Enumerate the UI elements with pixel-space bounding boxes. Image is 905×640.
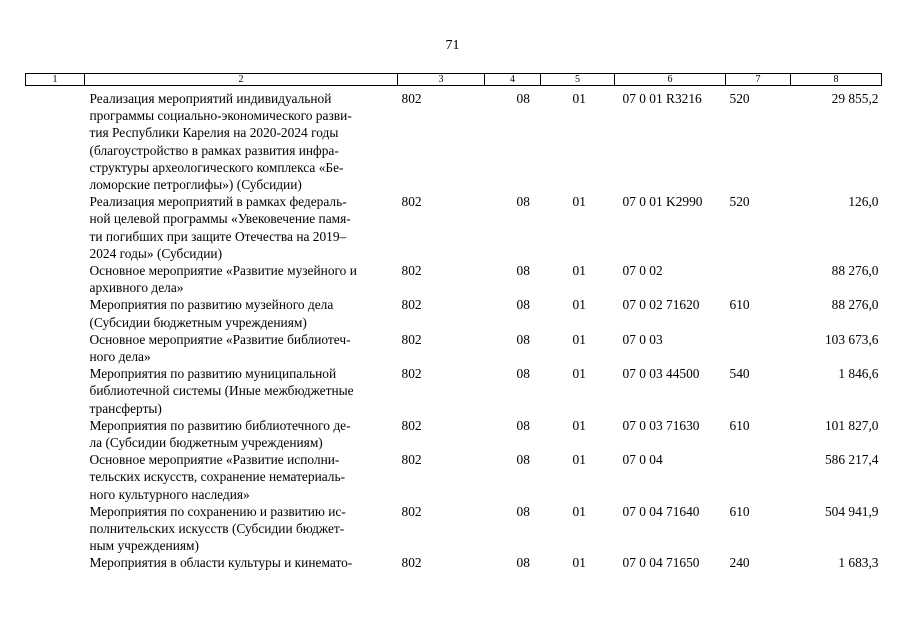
item-name-cell [85, 296, 398, 330]
row-number-cell [26, 262, 85, 296]
ministry-code-cell: 802 [401, 331, 422, 347]
row-number-cell [26, 331, 85, 365]
row-number-cell [26, 296, 85, 330]
amount-cell: 1 846,6 [838, 366, 879, 382]
item-name-line: (благоустройство в рамках развития инфра- [89, 142, 339, 158]
item-name-line: структуры археологического комплекса «Бе- [89, 159, 344, 175]
item-name-cell [85, 554, 398, 571]
subsection-code-cell: 01 [572, 452, 586, 468]
column-number-6: 6 [615, 74, 726, 86]
table-row [26, 503, 882, 555]
column-number-2: 2 [85, 74, 398, 86]
item-name-cell [85, 365, 398, 417]
ministry-code-cell: 802 [401, 555, 422, 571]
expense-type-cell: 520 [729, 91, 750, 106]
column-number-4: 4 [485, 74, 541, 86]
table-row [26, 451, 882, 503]
item-name-line: ти погибших при защите Отечества на 2019– [89, 228, 347, 244]
table-row [26, 365, 882, 417]
section-code-cell: 08 [516, 555, 530, 571]
item-name-cell [85, 451, 398, 503]
section-code-cell: 08 [516, 263, 530, 279]
item-name-line: (Субсидии бюджетным учреждениям) [89, 314, 307, 330]
table-row [26, 554, 882, 571]
target-item-code-cell: 07 0 01 K2990 [622, 194, 703, 210]
item-name-cell [85, 262, 398, 296]
section-code-cell: 08 [516, 452, 530, 468]
target-item-code-cell: 07 0 03 71630 [622, 417, 700, 433]
item-name-line: Реализация мероприятий индивидуальной [89, 91, 332, 106]
expense-type-cell [726, 331, 791, 365]
subsection-code-cell: 01 [572, 417, 586, 433]
target-item-code-cell: 07 0 03 [622, 331, 663, 347]
row-number-cell [26, 193, 85, 262]
item-name-line: ного культурного наследия» [89, 486, 250, 502]
expense-type-cell: 540 [729, 366, 750, 382]
item-name-line: ного дела» [89, 349, 151, 365]
table-row [26, 296, 882, 330]
subsection-code-cell: 01 [572, 331, 586, 347]
item-name-line: ным учреждениям) [89, 538, 199, 554]
item-name-line: Мероприятия по развитию муниципальной [89, 366, 337, 382]
item-name-line: программы социально-экономического разви- [89, 108, 352, 124]
section-code-cell: 08 [516, 503, 530, 519]
row-number-cell [26, 554, 85, 571]
column-number-8: 8 [791, 74, 882, 86]
subsection-code-cell: 01 [572, 91, 586, 106]
amount-cell: 103 673,6 [824, 331, 879, 347]
budget-table [25, 73, 882, 572]
target-item-code-cell: 07 0 03 44500 [622, 366, 700, 382]
table-row [26, 86, 882, 194]
ministry-code-cell: 802 [401, 452, 422, 468]
item-name-line: ной целевой программы «Увековечение памя- [89, 211, 351, 227]
ministry-code-cell: 802 [401, 263, 422, 279]
amount-cell: 29 855,2 [831, 91, 879, 106]
section-code-cell: 08 [516, 91, 530, 106]
amount-cell: 88 276,0 [831, 263, 879, 279]
column-number-3: 3 [398, 74, 485, 86]
table-row [26, 417, 882, 451]
amount-cell: 1 683,3 [838, 555, 879, 571]
item-name-line: Мероприятия по сохранению и развитию ис- [89, 503, 346, 519]
item-name-cell [85, 417, 398, 451]
item-name-cell [85, 503, 398, 555]
item-name-line: ла (Субсидии бюджетным учреждениям) [89, 435, 323, 451]
item-name-line: тельских искусств, сохранение нематериаль- [89, 469, 346, 485]
item-name-line: Мероприятия по развитию библиотечного де- [89, 417, 351, 433]
item-name-line: Реализация мероприятий в рамках федераль- [89, 194, 347, 210]
item-name-line: Мероприятия по развитию музейного дела [89, 297, 334, 313]
expense-type-cell [726, 451, 791, 503]
item-name-line: 2024 годы» (Субсидии) [89, 245, 223, 261]
item-name-cell [85, 331, 398, 365]
item-name-line: Мероприятия в области культуры и кинемато- [89, 555, 353, 571]
row-number-cell [26, 86, 85, 194]
item-name-line: тия Республики Карелия на 2020-2024 годы [89, 125, 339, 141]
amount-cell: 88 276,0 [831, 297, 879, 313]
subsection-code-cell: 01 [572, 194, 586, 210]
target-item-code-cell: 07 0 04 71650 [622, 555, 700, 571]
row-number-cell [26, 365, 85, 417]
item-name-line: трансферты) [89, 400, 162, 416]
amount-cell: 126,0 [848, 194, 879, 210]
expense-type-cell: 610 [729, 417, 750, 433]
section-code-cell: 08 [516, 297, 530, 313]
subsection-code-cell: 01 [572, 503, 586, 519]
table-body [26, 86, 882, 572]
column-number-7: 7 [726, 74, 791, 86]
subsection-code-cell: 01 [572, 366, 586, 382]
ministry-code-cell: 802 [401, 194, 422, 210]
section-code-cell: 08 [516, 331, 530, 347]
section-code-cell: 08 [516, 417, 530, 433]
subsection-code-cell: 01 [572, 555, 586, 571]
ministry-code-cell: 802 [401, 503, 422, 519]
row-number-cell [26, 503, 85, 555]
ministry-code-cell: 802 [401, 417, 422, 433]
expense-type-cell: 240 [729, 555, 750, 571]
target-item-code-cell: 07 0 04 71640 [622, 503, 700, 519]
item-name-line: архивного дела» [89, 280, 184, 296]
ministry-code-cell: 802 [401, 366, 422, 382]
subsection-code-cell: 01 [572, 297, 586, 313]
subsection-code-cell: 01 [572, 263, 586, 279]
column-number-5: 5 [541, 74, 615, 86]
target-item-code-cell: 07 0 04 [622, 452, 663, 468]
item-name-cell [85, 86, 398, 194]
ministry-code-cell: 802 [401, 91, 422, 106]
section-code-cell: 08 [516, 366, 530, 382]
expense-type-cell [726, 262, 791, 296]
table-row [26, 331, 882, 365]
target-item-code-cell: 07 0 02 [622, 263, 663, 279]
item-name-cell [85, 193, 398, 262]
expense-type-cell: 610 [729, 297, 750, 313]
item-name-line: полнительских искусств (Субсидии бюджет- [89, 521, 345, 537]
amount-cell: 101 827,0 [824, 417, 879, 433]
table-row [26, 193, 882, 262]
amount-cell: 504 941,9 [824, 503, 879, 519]
item-name-line: ломорские петроглифы») (Субсидии) [89, 177, 302, 193]
amount-cell: 586 217,4 [824, 452, 879, 468]
target-item-code-cell: 07 0 01 R3216 [622, 91, 702, 106]
item-name-line: Основное мероприятие «Развитие музейного и [89, 263, 357, 279]
expense-type-cell: 610 [729, 503, 750, 519]
row-number-cell [26, 451, 85, 503]
target-item-code-cell: 07 0 02 71620 [622, 297, 700, 313]
table-row [26, 262, 882, 296]
row-number-cell [26, 417, 85, 451]
page-number: 71 [445, 38, 460, 53]
item-name-line: Основное мероприятие «Развитие библиотеч- [89, 331, 351, 347]
section-code-cell: 08 [516, 194, 530, 210]
column-number-1: 1 [26, 74, 85, 86]
expense-type-cell: 520 [729, 194, 750, 210]
item-name-line: библиотечной системы (Иные межбюджетные [89, 383, 354, 399]
item-name-line: Основное мероприятие «Развитие исполни- [89, 452, 340, 468]
column-number-row [26, 74, 882, 86]
ministry-code-cell: 802 [401, 297, 422, 313]
